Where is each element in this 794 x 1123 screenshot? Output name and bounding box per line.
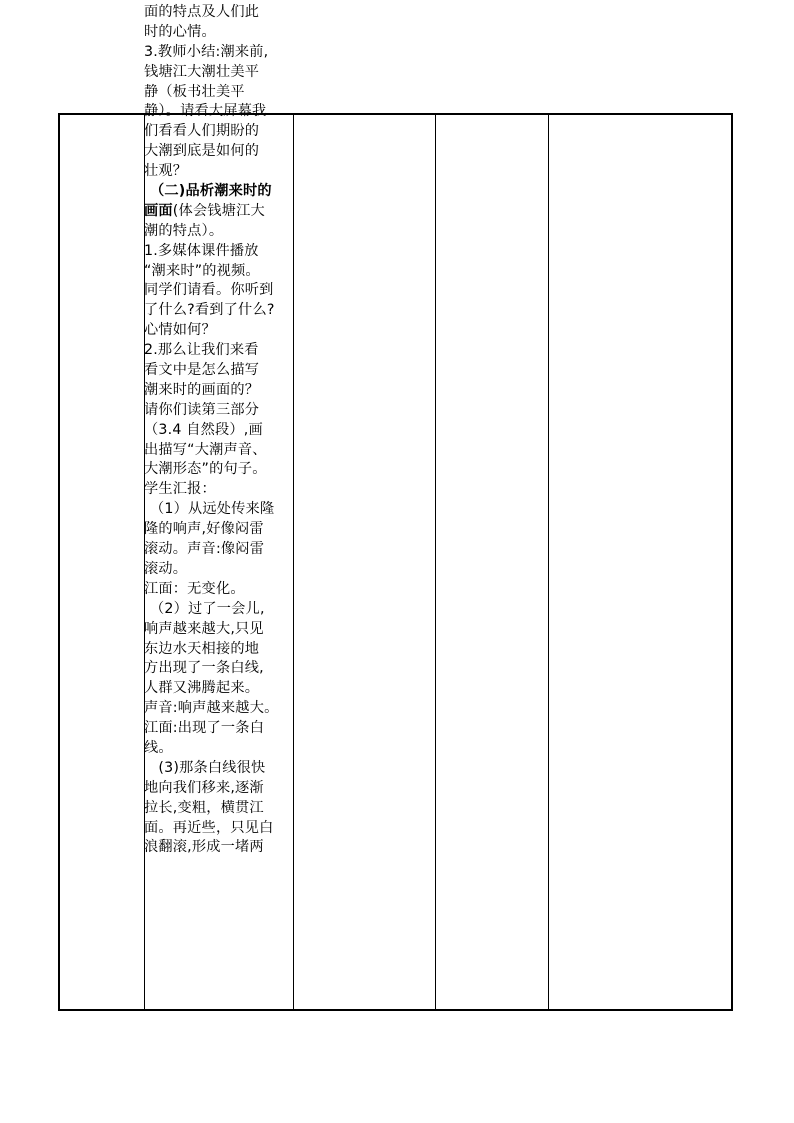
text-line: 时的心情。 xyxy=(144,23,216,40)
column-divider-4 xyxy=(548,115,549,1009)
text-line: 壮观？ xyxy=(144,163,188,180)
text-line: 静）。请看大屏幕我 xyxy=(144,103,267,120)
text-line xyxy=(144,202,292,222)
text-line: 地向我们移来,逐渐 xyxy=(144,779,264,796)
text-line: 潮的特点）。 xyxy=(144,222,224,239)
text-line: 东边水天相接的地 xyxy=(144,640,260,657)
text-line: (3)那条白线很快 xyxy=(144,759,266,776)
text-line: 心情如何？ xyxy=(144,322,216,339)
text-line: 了什么?看到了什么? xyxy=(144,302,275,319)
text-line: 学生汇报： xyxy=(144,481,216,498)
text-line: 1.多媒体课件播放 xyxy=(144,242,259,259)
text-line: 江面:出现了一条白 xyxy=(144,720,265,737)
text-line: 响声越来越大,只见 xyxy=(144,620,264,637)
text-line: （二)品析潮来时的 xyxy=(150,183,272,200)
text-fragment: (体会钱塘江大 xyxy=(172,202,265,219)
text-line: 面。再近些，只见白 xyxy=(144,819,274,836)
text-line: 线。 xyxy=(144,739,173,756)
text-line: 钱塘江大潮壮美平 xyxy=(144,63,260,80)
text-line: 大潮形态”的句子。 xyxy=(144,461,267,478)
text-line: 滚动。 xyxy=(144,560,188,577)
bold-heading-fragment: 画面 xyxy=(144,202,173,219)
text-line: 3.教师小结:潮来前, xyxy=(144,43,269,60)
text-line: 出描写“大潮声音、 xyxy=(144,441,267,458)
text-line: 浪翻滚,形成一堵两 xyxy=(144,839,264,856)
text-line: 面的特点及人们此 xyxy=(144,4,260,20)
column-divider-3 xyxy=(435,115,436,1009)
text-line: 江面：无变化。 xyxy=(144,580,245,597)
text-line: 潮来时的画面的？ xyxy=(144,381,260,398)
text-line: 同学们请看。你听到 xyxy=(144,282,274,299)
text-line: 方出现了一条白线, xyxy=(144,660,264,677)
text-line: 人群又沸腾起来。 xyxy=(144,680,260,697)
text-line: （2）过了一会儿, xyxy=(150,600,265,617)
text-line: 大潮到底是如何的 xyxy=(144,143,260,160)
text-line: 们看看人们期盼的 xyxy=(144,123,260,140)
text-line: 拉长,变粗，横贯江 xyxy=(144,799,264,816)
text-line: 滚动。声音:像闷雷 xyxy=(144,541,265,558)
text-line: 静（板书壮美平 xyxy=(144,83,245,100)
text-line: “潮来时”的视频。 xyxy=(144,262,260,279)
text-line: 隆的响声,好像闷雷 xyxy=(144,521,264,538)
text-line: 请你们读第三部分 xyxy=(144,401,260,418)
text-line: 声音:响声越来越大。 xyxy=(144,700,279,717)
text-line: 2.那么让我们来看 xyxy=(144,342,259,359)
text-line: （1）从远处传来隆 xyxy=(150,501,275,518)
teaching-process-cell xyxy=(144,3,292,858)
text-line: （3.4 自然段）,画 xyxy=(144,421,263,438)
text-line: 看文中是怎么描写 xyxy=(144,362,260,379)
column-divider-2 xyxy=(293,115,294,1009)
